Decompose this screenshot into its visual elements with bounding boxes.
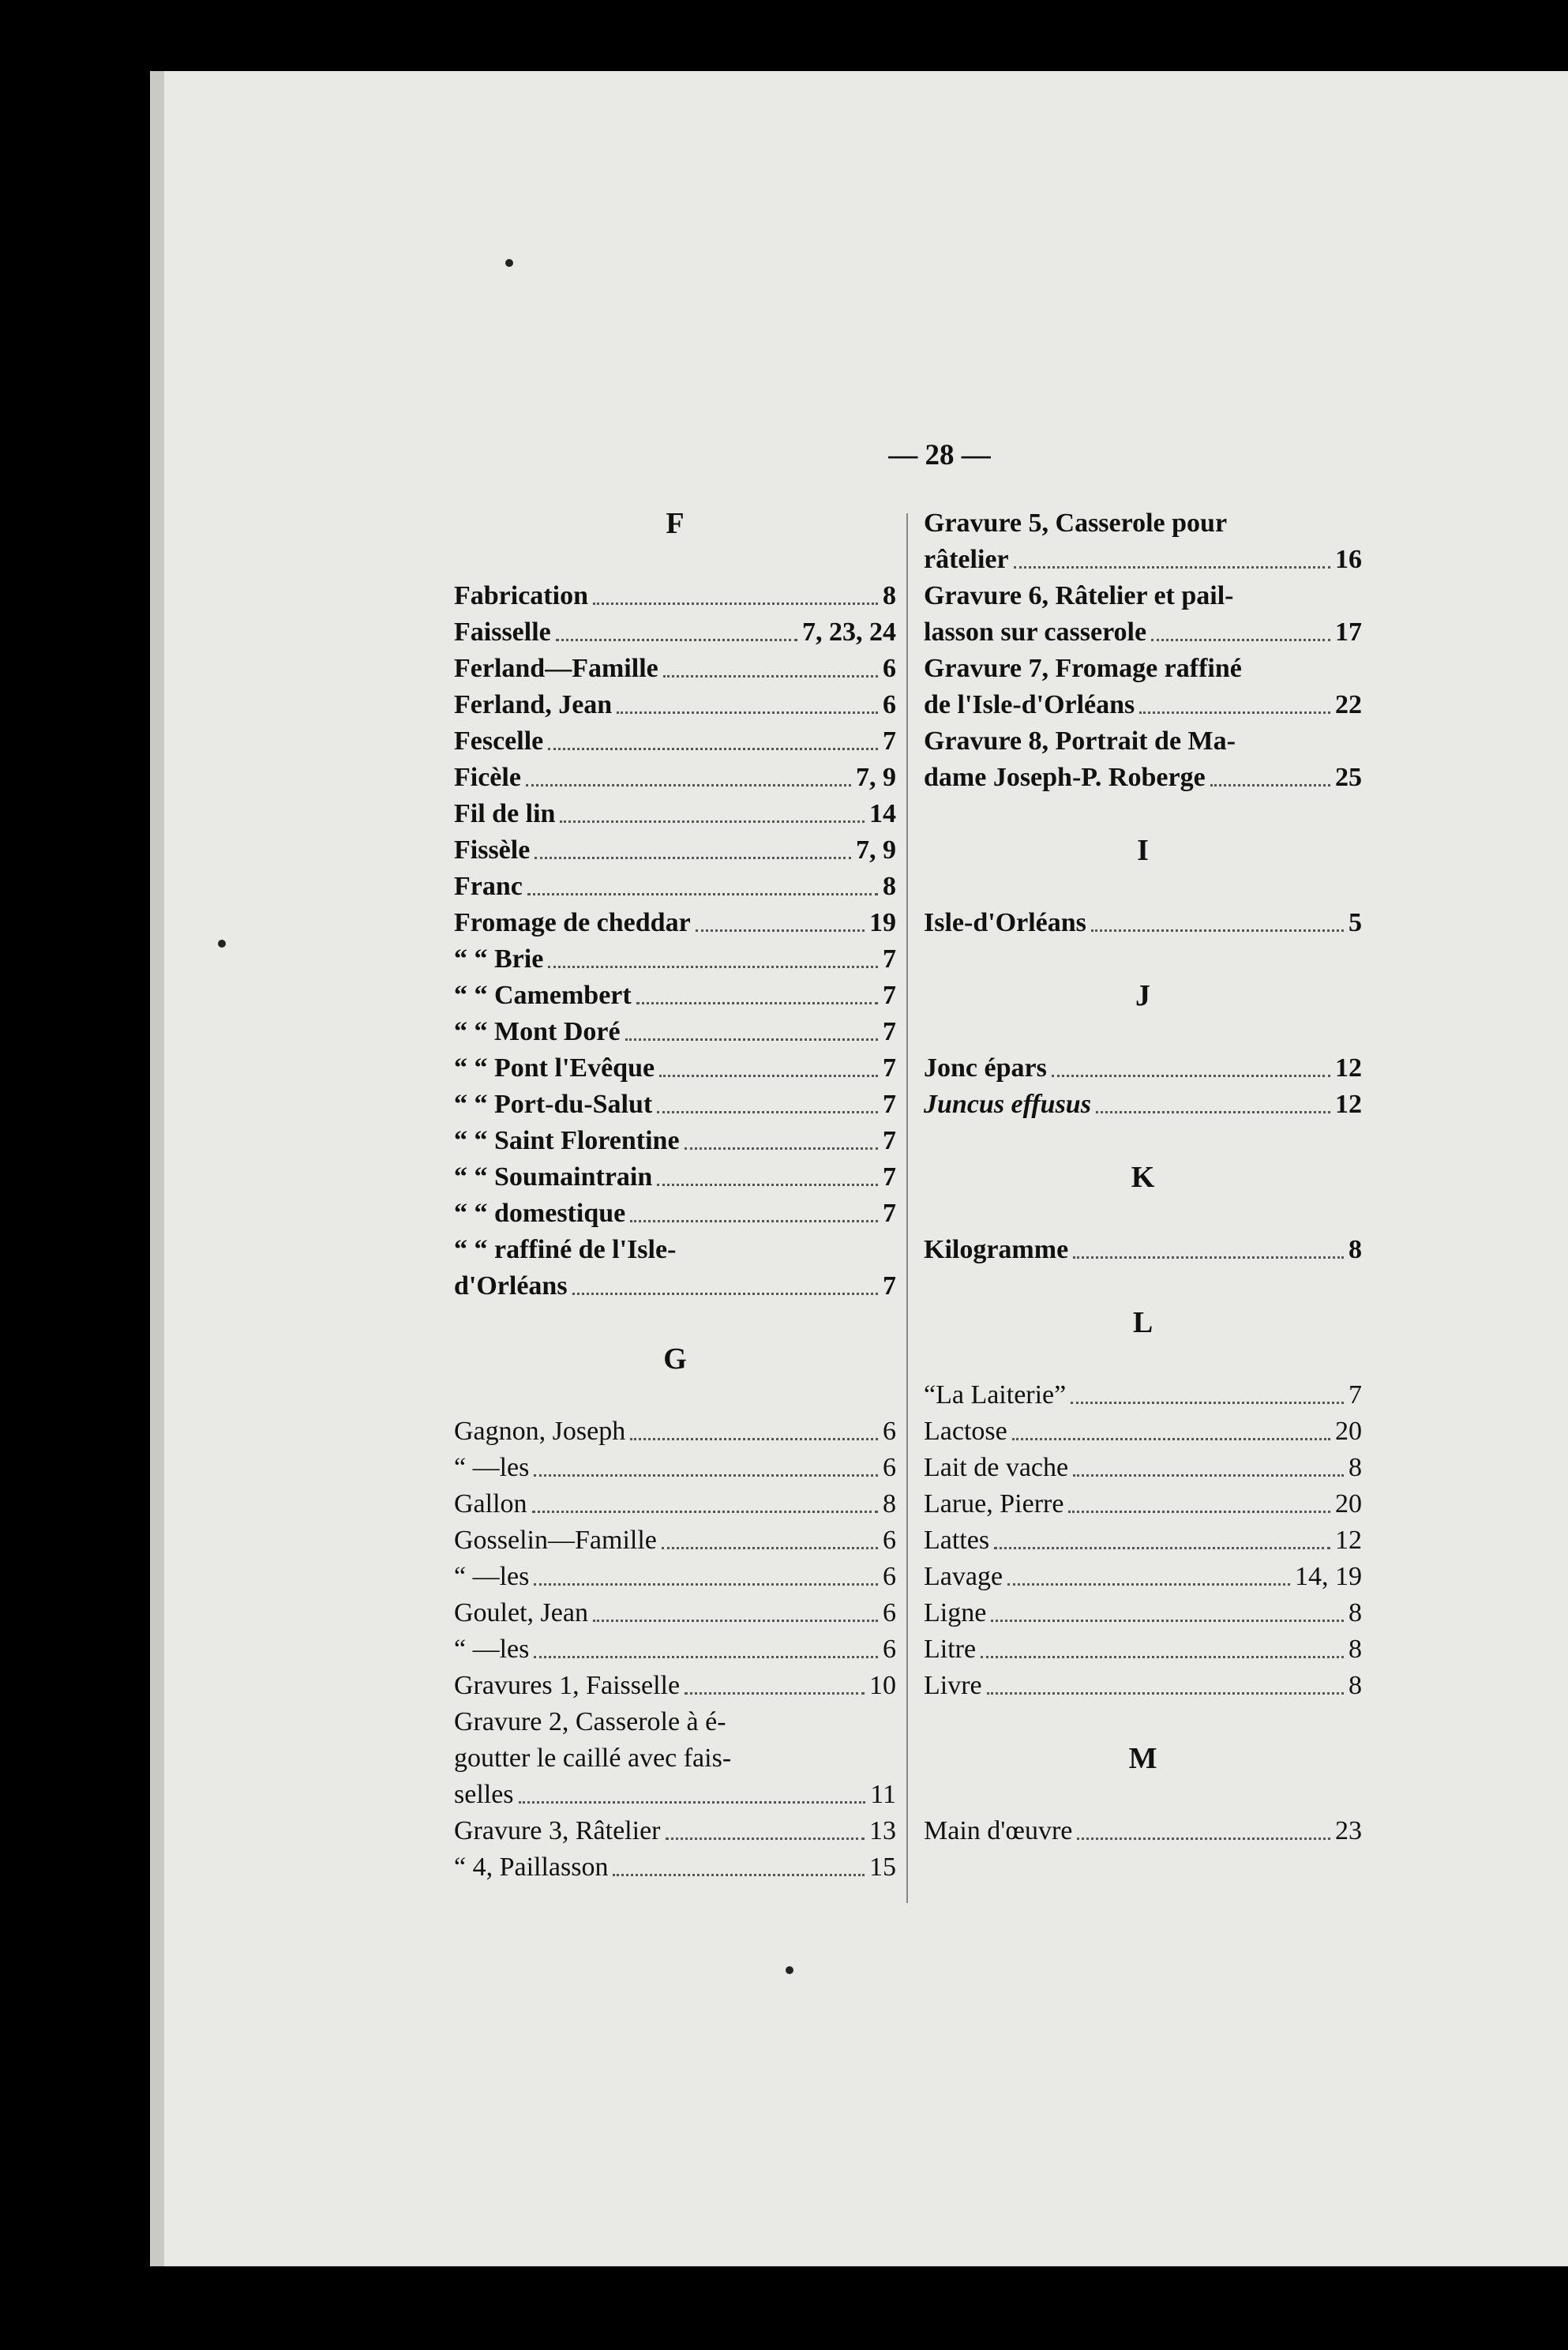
entry-page: 10	[869, 1671, 896, 1700]
entry-label: Gravure 2, Casserole à é-	[454, 1707, 726, 1736]
index-entry	[924, 1595, 1362, 1631]
spacer	[924, 1196, 1362, 1232]
entry-label: Gravure 7, Fromage raffiné	[924, 654, 1242, 683]
index-entry	[924, 687, 1362, 723]
spacer	[454, 1377, 896, 1413]
section-letter-i: I	[1137, 834, 1149, 867]
entry-page: 12	[1335, 1526, 1362, 1555]
entry-label: Jonc épars	[924, 1053, 1047, 1083]
spacer	[924, 1777, 1362, 1813]
entry-label: Juncus effusus	[924, 1090, 1091, 1119]
index-entry	[454, 1704, 896, 1740]
leader-dots	[685, 1147, 878, 1150]
entry-label: Ferland—Famille	[454, 654, 658, 683]
entry-label: goutter le caillé avec fais-	[454, 1744, 732, 1773]
entry-label: Isle-d'Orléans	[924, 908, 1086, 937]
entry-page: 14	[869, 799, 896, 828]
leader-dots	[613, 1873, 865, 1876]
entry-label: “ 4, Paillasson	[454, 1853, 609, 1882]
spacer	[924, 1704, 1362, 1740]
index-entry	[924, 614, 1362, 651]
entry-label: Lattes	[924, 1526, 990, 1555]
entry-page: 7, 9	[856, 763, 896, 792]
entry-page: 7	[883, 1271, 896, 1301]
entry-page: 8	[1349, 1598, 1362, 1627]
entry-label: Livre	[924, 1671, 982, 1700]
index-entry	[454, 1413, 896, 1450]
index-list-l	[924, 1377, 1362, 1704]
entry-label: “ “ raffiné de l'Isle-	[454, 1235, 677, 1264]
index-entry	[924, 651, 1362, 687]
entry-label: Kilogramme	[924, 1235, 1069, 1264]
entry-label: “ “ Pont l'Evêque	[454, 1053, 655, 1083]
scan-speck	[218, 940, 226, 948]
leader-dots	[1091, 929, 1344, 932]
entry-page: 8	[1349, 1235, 1362, 1264]
index-entry	[924, 1087, 1362, 1123]
index-entry	[924, 1232, 1362, 1268]
index-entry	[924, 578, 1362, 614]
index-entry	[454, 1196, 896, 1232]
entry-label: Franc	[454, 872, 523, 901]
entry-page: 6	[883, 1598, 896, 1627]
leader-dots	[981, 1655, 1344, 1658]
entry-page: 5	[1349, 908, 1362, 937]
entry-label: Gagnon, Joseph	[454, 1417, 626, 1446]
entry-page: 14, 19	[1295, 1562, 1362, 1591]
leader-dots	[534, 1473, 878, 1477]
entry-label: Gallon	[454, 1489, 527, 1518]
index-entry	[454, 978, 896, 1014]
entry-label: Lactose	[924, 1417, 1007, 1446]
entry-page: 7	[883, 1126, 896, 1155]
entry-label: d'Orléans	[454, 1271, 568, 1301]
entry-page: 15	[869, 1853, 896, 1882]
entry-page: 7	[883, 1199, 896, 1228]
leader-dots	[659, 1074, 878, 1077]
index-entry	[454, 1087, 896, 1123]
leader-dots	[1052, 1074, 1330, 1077]
scan-speck	[786, 1966, 793, 1974]
spacer	[454, 542, 896, 578]
entry-label: lasson sur casserole	[924, 618, 1147, 647]
leader-dots	[1210, 783, 1330, 786]
entry-page: 7, 9	[856, 835, 896, 865]
entry-label: Ferland, Jean	[454, 690, 613, 719]
entry-label: selles	[454, 1780, 514, 1809]
entry-page: 7	[883, 1017, 896, 1046]
entry-label: “ —les	[454, 1453, 530, 1482]
entry-label: de l'Isle-d'Orléans	[924, 690, 1135, 719]
index-entry	[924, 1377, 1362, 1413]
entry-page: 8	[1349, 1635, 1362, 1664]
index-list-f	[454, 578, 896, 1305]
entry-page: 25	[1335, 763, 1362, 792]
leader-dots	[535, 856, 851, 859]
leader-dots	[630, 1219, 878, 1222]
index-entry	[454, 1050, 896, 1087]
entry-label: râtelier	[924, 545, 1009, 574]
entry-page: 11	[870, 1780, 896, 1809]
leader-dots	[630, 1437, 878, 1440]
entry-label: Gravure 8, Portrait de Ma-	[924, 726, 1236, 756]
index-entry	[924, 1813, 1362, 1849]
spacer	[924, 1268, 1362, 1305]
index-entry	[454, 1813, 896, 1849]
entry-page: 8	[1349, 1453, 1362, 1482]
entry-page: 7	[883, 1162, 896, 1192]
entry-label: “ “ domestique	[454, 1199, 626, 1228]
entry-label: Fescelle	[454, 726, 544, 756]
index-list-j	[924, 1050, 1362, 1123]
leader-dots	[663, 674, 878, 678]
entry-label: Goulet, Jean	[454, 1598, 588, 1627]
leader-dots	[617, 711, 878, 714]
entry-page: 20	[1335, 1417, 1362, 1446]
index-entry	[924, 1486, 1362, 1522]
entry-page: 6	[883, 690, 896, 719]
entry-page: 12	[1335, 1090, 1362, 1119]
spacer	[924, 1014, 1362, 1050]
index-entry	[454, 760, 896, 796]
section-letter-j: J	[1135, 979, 1150, 1012]
leader-dots	[696, 929, 865, 932]
index-list-m	[924, 1813, 1362, 1849]
entry-page: 13	[869, 1816, 896, 1845]
index-entry	[924, 723, 1362, 760]
entry-label: “ “ Brie	[454, 944, 544, 974]
entry-page: 7	[883, 1053, 896, 1083]
index-entry	[454, 1668, 896, 1704]
leader-dots	[666, 1837, 865, 1840]
leader-dots	[534, 1655, 878, 1658]
index-entry	[454, 832, 896, 869]
index-entry	[924, 1050, 1362, 1087]
entry-label: “ “ Saint Florentine	[454, 1126, 680, 1155]
leader-dots	[994, 1546, 1330, 1549]
index-entry	[454, 1232, 896, 1268]
entry-page: 6	[883, 654, 896, 683]
leader-dots	[1151, 638, 1330, 641]
section-letter-m: M	[1128, 1742, 1157, 1775]
entry-label: “ “ Camembert	[454, 981, 632, 1010]
leader-dots	[685, 1691, 865, 1695]
index-list-g-continued	[924, 505, 1362, 796]
index-entry	[454, 1486, 896, 1522]
index-entry	[454, 869, 896, 905]
index-entry	[924, 905, 1362, 941]
index-entry	[924, 1668, 1362, 1704]
index-list-i	[924, 905, 1362, 941]
entry-label: “La Laiterie”	[924, 1380, 1067, 1410]
entry-page: 17	[1335, 618, 1362, 647]
index-entry	[454, 1014, 896, 1050]
entry-label: Fissèle	[454, 835, 531, 865]
leader-dots	[527, 892, 878, 895]
entry-page: 6	[883, 1635, 896, 1664]
left-column	[454, 505, 896, 1886]
section-letter-f: F	[666, 507, 685, 540]
entry-page: 8	[883, 581, 896, 610]
entry-label: dame Joseph-P. Roberge	[924, 763, 1206, 792]
leader-dots	[534, 1582, 878, 1586]
leader-dots	[1096, 1110, 1330, 1113]
entry-label: Main d'œuvre	[924, 1816, 1073, 1845]
leader-dots	[987, 1691, 1344, 1695]
leader-dots	[1071, 1401, 1344, 1404]
entry-page: 7	[883, 981, 896, 1010]
index-entry	[454, 941, 896, 978]
entry-label: Gravure 6, Râtelier et pail-	[924, 581, 1234, 610]
index-entry	[454, 1631, 896, 1668]
leader-dots	[519, 1800, 866, 1804]
entry-label: Ligne	[924, 1598, 987, 1627]
entry-page: 6	[883, 1562, 896, 1591]
entry-label: Fil de lin	[454, 799, 556, 828]
entry-label: Faisselle	[454, 618, 551, 647]
entry-label: Larue, Pierre	[924, 1489, 1064, 1518]
leader-dots	[1077, 1837, 1330, 1840]
index-entry	[454, 1268, 896, 1305]
leader-dots	[560, 820, 865, 823]
index-entry	[924, 1413, 1362, 1450]
index-entry	[924, 1631, 1362, 1668]
entry-label: Gosselin—Famille	[454, 1526, 657, 1555]
index-entry	[454, 687, 896, 723]
entry-page: 8	[1349, 1671, 1362, 1700]
index-entry	[454, 1123, 896, 1159]
spacer	[924, 941, 1362, 978]
entry-page: 7, 23, 24	[802, 618, 896, 647]
entry-label: Ficèle	[454, 763, 521, 792]
entry-page: 7	[883, 1090, 896, 1119]
section-letter-k: K	[1131, 1161, 1155, 1194]
entry-page: 16	[1335, 545, 1362, 574]
entry-page: 8	[883, 1489, 896, 1518]
leader-dots	[548, 747, 878, 750]
scan-speck	[505, 259, 513, 267]
leader-dots	[532, 1510, 878, 1513]
entry-page: 6	[883, 1453, 896, 1482]
index-entry	[454, 1595, 896, 1631]
index-entry	[454, 1159, 896, 1196]
leader-dots	[1073, 1473, 1344, 1477]
section-letter-g: G	[663, 1342, 687, 1376]
index-entry	[454, 1450, 896, 1486]
leader-dots	[1073, 1256, 1344, 1259]
entry-label: Gravures 1, Faisselle	[454, 1671, 681, 1700]
page-number: — 28 —	[888, 439, 991, 471]
leader-dots	[991, 1619, 1344, 1622]
entry-page: 12	[1335, 1053, 1362, 1083]
index-entry	[924, 505, 1362, 542]
entry-page: 8	[883, 872, 896, 901]
index-entry	[454, 651, 896, 687]
index-entry	[454, 1740, 896, 1777]
leader-dots	[1068, 1510, 1330, 1513]
leader-dots	[593, 1619, 878, 1622]
index-entry	[454, 1559, 896, 1595]
spacer	[454, 1305, 896, 1341]
entry-label: “ “ Soumaintrain	[454, 1162, 653, 1192]
entry-label: Litre	[924, 1635, 977, 1664]
index-list-k	[924, 1232, 1362, 1268]
entry-page: 23	[1335, 1816, 1362, 1845]
index-entry	[924, 1559, 1362, 1595]
index-entry	[454, 1522, 896, 1559]
spacer	[924, 1123, 1362, 1159]
entry-label: “ —les	[454, 1562, 530, 1591]
index-list-g	[454, 1413, 896, 1886]
index-entry	[454, 578, 896, 614]
entry-page: 22	[1335, 690, 1362, 719]
index-entry	[454, 614, 896, 651]
entry-label: Fabrication	[454, 581, 588, 610]
entry-label: Gravure 3, Râtelier	[454, 1816, 661, 1845]
leader-dots	[657, 1183, 878, 1186]
section-letter-l: L	[1132, 1306, 1153, 1339]
leader-dots	[636, 1001, 878, 1004]
index-entry	[454, 796, 896, 832]
entry-page: 19	[869, 908, 896, 937]
index-entry	[924, 1522, 1362, 1559]
leader-dots	[1014, 565, 1330, 569]
entry-page: 7	[883, 726, 896, 756]
column-divider	[906, 513, 908, 1903]
entry-label: “ “ Port-du-Salut	[454, 1090, 653, 1119]
index-entry	[454, 1777, 896, 1813]
leader-dots	[526, 783, 851, 786]
entry-label: Lait de vache	[924, 1453, 1069, 1482]
entry-page: 6	[883, 1417, 896, 1446]
leader-dots	[572, 1292, 878, 1295]
index-entry	[924, 542, 1362, 578]
entry-label: Fromage de cheddar	[454, 908, 691, 937]
index-entry	[924, 1450, 1362, 1486]
entry-page: 20	[1335, 1489, 1362, 1518]
entry-page: 7	[1349, 1380, 1362, 1410]
entry-label: “ “ Mont Doré	[454, 1017, 621, 1046]
spacer	[924, 869, 1362, 905]
entry-label: “ —les	[454, 1635, 530, 1664]
index-entry	[454, 905, 896, 941]
spacer	[924, 796, 1362, 832]
leader-dots	[1139, 711, 1330, 714]
index-entry	[924, 760, 1362, 796]
entry-page: 7	[883, 944, 896, 974]
entry-page: 6	[883, 1526, 896, 1555]
entry-label: Lavage	[924, 1562, 1003, 1591]
index-entry	[454, 1849, 896, 1886]
leader-dots	[593, 602, 878, 605]
right-column	[924, 505, 1362, 1849]
leader-dots	[625, 1038, 878, 1041]
leader-dots	[657, 1110, 878, 1113]
leader-dots	[1012, 1437, 1330, 1440]
spacer	[924, 1341, 1362, 1377]
leader-dots	[662, 1546, 878, 1549]
leader-dots	[1007, 1582, 1290, 1586]
entry-label: Gravure 5, Casserole pour	[924, 509, 1228, 538]
index-entry	[454, 723, 896, 760]
leader-dots	[548, 965, 878, 968]
leader-dots	[556, 638, 797, 641]
